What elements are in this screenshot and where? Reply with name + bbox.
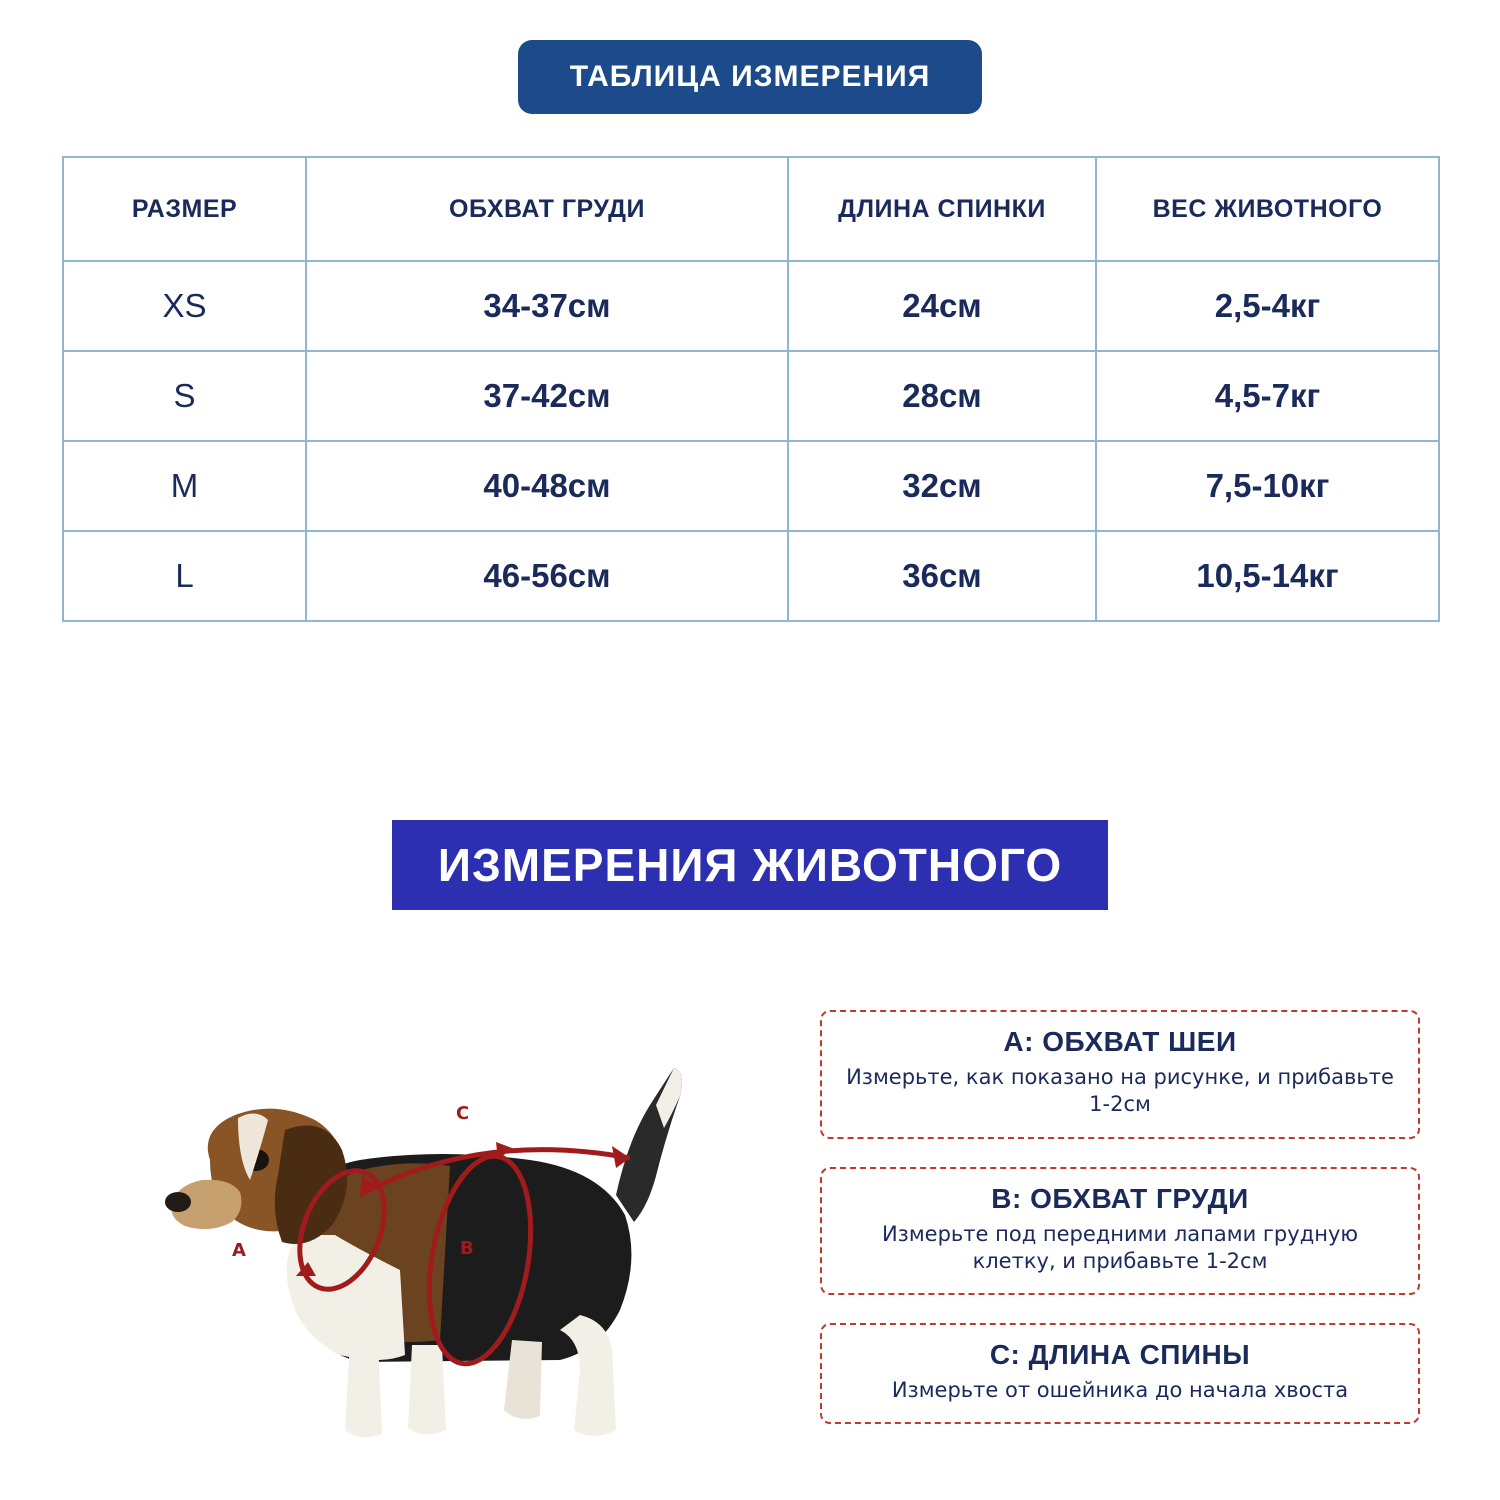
table-row	[63, 441, 1439, 531]
cell-back: 32см	[788, 441, 1096, 531]
measurement-guide	[0, 1010, 1500, 1450]
cell-chest: 34-37см	[306, 261, 788, 351]
note-neck-girth	[820, 1010, 1420, 1139]
note-text: Измерьте под передними лапами грудную клетку, и прибавьте 1-2см	[881, 1221, 1359, 1273]
cell-size: XS	[63, 261, 306, 351]
note-title: C: ДЛИНА СПИНЫ	[989, 1339, 1251, 1371]
dog-illustration-icon	[60, 1010, 780, 1450]
table-row	[63, 261, 1439, 351]
dog-diagram	[60, 1010, 780, 1450]
cell-weight: 7,5-10кг	[1096, 441, 1439, 531]
cell-size: L	[63, 531, 306, 621]
table-row	[63, 351, 1439, 441]
size-table	[62, 156, 1440, 622]
marker-label-c: C	[456, 1103, 470, 1124]
cell-chest: 40-48см	[306, 441, 788, 531]
cell-chest: 46-56см	[306, 531, 788, 621]
page-title: ТАБЛИЦА ИЗМЕРЕНИЯ	[518, 40, 983, 114]
cell-size: M	[63, 441, 306, 531]
measurements-banner: ИЗМЕРЕНИЯ ЖИВОТНОГО	[392, 820, 1108, 910]
column-header-chest: ОБХВАТ ГРУДИ	[306, 157, 788, 261]
note-back-length	[820, 1323, 1420, 1424]
cell-chest: 37-42см	[306, 351, 788, 441]
marker-label-a: A	[232, 1240, 246, 1261]
cell-size: S	[63, 351, 306, 441]
cell-weight: 2,5-4кг	[1096, 261, 1439, 351]
column-header-size: РАЗМЕР	[63, 157, 306, 261]
measurements-banner-container	[0, 820, 1500, 910]
table-row	[63, 531, 1439, 621]
column-header-back: ДЛИНА СПИНКИ	[788, 157, 1096, 261]
header	[0, 0, 1500, 114]
size-table-container	[62, 156, 1438, 622]
note-text: Измерьте, как показано на рисунке, и прибавьте 1-2см	[846, 1065, 1394, 1117]
cell-back: 24см	[788, 261, 1096, 351]
note-text: Измерьте от ошейника до начала хвоста	[891, 1378, 1349, 1403]
note-chest-girth	[820, 1167, 1420, 1296]
cell-back: 28см	[788, 351, 1096, 441]
cell-back: 36см	[788, 531, 1096, 621]
cell-weight: 4,5-7кг	[1096, 351, 1439, 441]
cell-weight: 10,5-14кг	[1096, 531, 1439, 621]
table-header-row	[63, 157, 1439, 261]
note-title: A: ОБХВАТ ШЕИ	[1003, 1026, 1237, 1057]
notes-list	[820, 1010, 1420, 1424]
marker-label-b: B	[460, 1238, 474, 1259]
note-title: B: ОБХВАТ ГРУДИ	[991, 1182, 1249, 1214]
column-header-weight: ВЕС ЖИВОТНОГО	[1096, 157, 1439, 261]
